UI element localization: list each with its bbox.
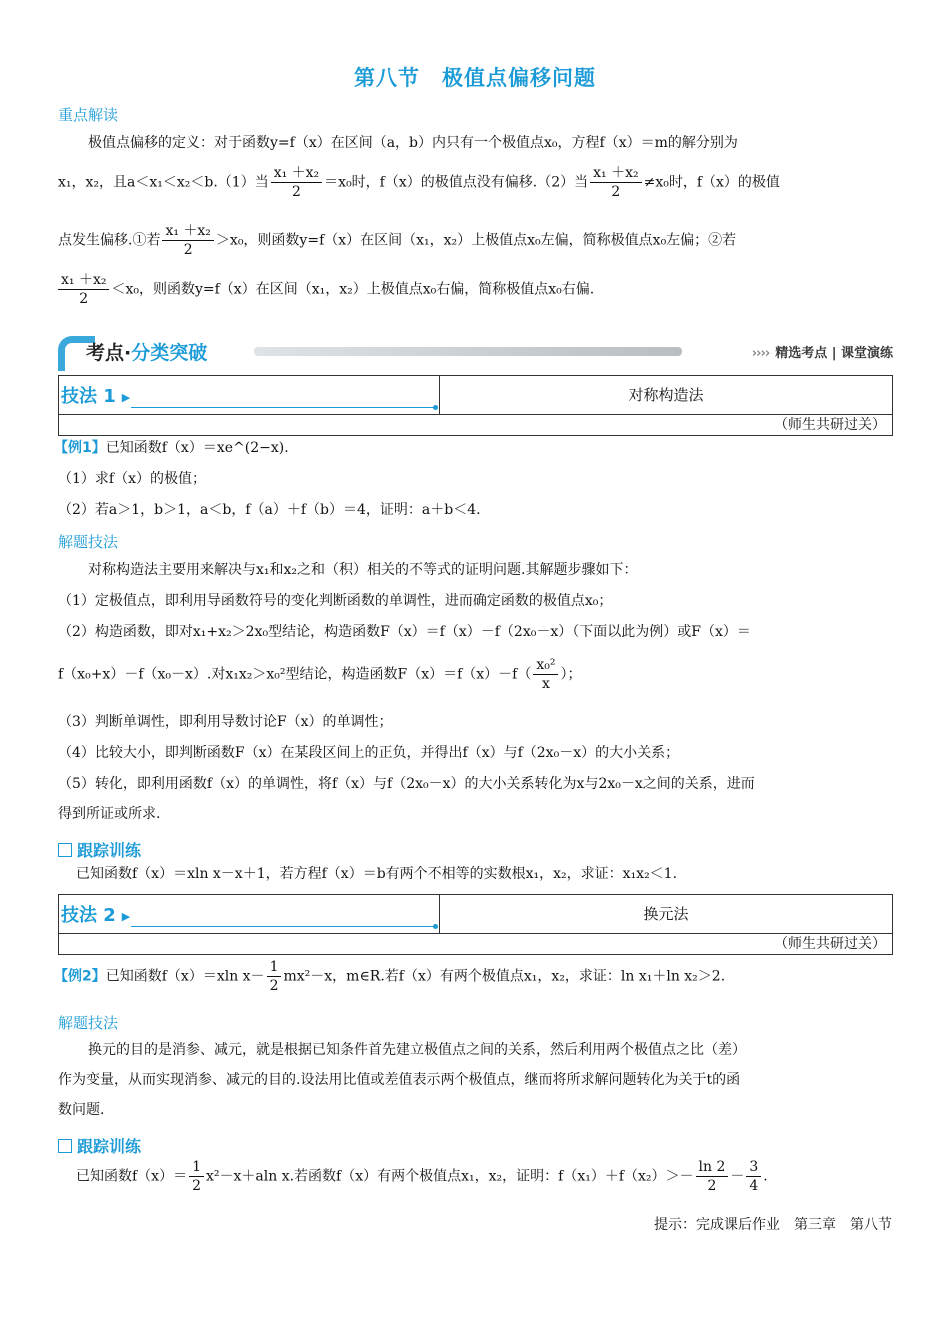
arrows-icon: ›››› xyxy=(751,346,770,361)
denominator: 4 xyxy=(749,1178,759,1194)
text: 已知函数f（x）＝ xyxy=(76,1168,188,1185)
method-1-step2a: （2）构造函数，即对x₁+x₂＞2x₀型结论，构造函数F（x）＝f（x）－f（2x₀－x）（下面以此为例）或F（x）＝ xyxy=(58,624,751,640)
numerator: x₁ ＋x₂ xyxy=(590,164,641,183)
method-heading-1: 解题技法 xyxy=(58,533,119,551)
text: x₁，x₂，且a＜x₁＜x₂＜b.（1）当 xyxy=(58,174,269,191)
text: － xyxy=(730,1168,745,1185)
band-right-text: 精选考点 | 课堂演练 xyxy=(775,346,893,361)
text: ≠x₀时，f（x）的极值 xyxy=(643,174,780,191)
band-title-kaodian: 考点· xyxy=(86,342,132,364)
denominator: 2 xyxy=(183,242,193,258)
example-1-tag: 【例1】 xyxy=(54,440,106,456)
skill-2-name: 换元法 xyxy=(643,905,689,923)
band-title xyxy=(86,338,207,365)
method-2-line2: 作为变量，从而实现消参、减元的目的.设法用比值或差值表示两个极值点，继而将所求解问题转化为关于t的函 xyxy=(58,1072,741,1088)
dot xyxy=(433,405,438,410)
numerator: ln 2 xyxy=(696,1158,729,1177)
text: . xyxy=(763,1168,768,1185)
follow-heading-2 xyxy=(58,1134,141,1157)
skill-1-label xyxy=(61,382,130,408)
text: 点发生偏移.①若 xyxy=(58,232,161,249)
triangle-icon: ▶ xyxy=(121,909,131,923)
skill-2-box xyxy=(58,894,893,955)
homework-hint: 提示：完成课后作业 第三章 第八节 xyxy=(654,1217,892,1233)
follow-heading-1 xyxy=(58,838,141,861)
band-bar xyxy=(254,347,682,356)
text: f（x₀+x）－f（x₀－x）.对x₁x₂＞x₀²型结论，构造函数F（x）＝f（x）－f（ xyxy=(58,666,532,683)
follow-heading-text: 跟踪训练 xyxy=(77,1137,142,1156)
numerator: x₀² xyxy=(533,656,558,675)
focus-heading: 重点解读 xyxy=(58,106,119,124)
fraction xyxy=(696,1158,729,1195)
example-1-stem xyxy=(54,438,889,458)
triangle-icon: ▶ xyxy=(121,390,131,404)
fraction xyxy=(590,164,641,201)
numerator: 1 xyxy=(267,958,282,977)
text: ＞x₀，则函数y=f（x）在区间（x₁，x₂）上极值点x₀左偏，简称极值点x₀左偏；②若 xyxy=(215,232,737,249)
method-1-step1: （1）定极值点，即利用导函数符号的变化判断函数的单调性，进而确定函数的极值点x₀； xyxy=(58,593,613,609)
text: 已知函数f（x）＝xln x－ xyxy=(105,968,265,985)
numerator: 3 xyxy=(746,1158,761,1177)
numerator: x₁ ＋x₂ xyxy=(271,164,322,183)
fraction xyxy=(533,656,558,693)
fraction xyxy=(162,222,213,259)
skill-2-note: （师生共研过关） xyxy=(774,936,886,952)
definition-line-2 xyxy=(58,164,893,201)
method-1-step2b xyxy=(58,656,893,693)
definition-line-4 xyxy=(58,271,893,308)
underline xyxy=(131,407,435,408)
example-2-tag: 【例2】 xyxy=(54,968,106,985)
method-heading-2: 解题技法 xyxy=(58,1014,119,1032)
denominator: 2 xyxy=(291,184,301,200)
checkbox-icon xyxy=(58,843,72,857)
follow-heading-text: 跟踪训练 xyxy=(77,841,142,860)
example-1-q2: （2）若a＞1，b＞1，a＜b，f（a）＋f（b）＝4，证明：a＋b＜4. xyxy=(58,502,481,518)
checkbox-icon xyxy=(58,1139,72,1153)
text: 已知函数f（x）＝xe^(2−x). xyxy=(105,440,289,456)
skill-2-label-text: 技法 2 xyxy=(61,905,116,926)
text: x²－x＋aln x.若函数f（x）有两个极值点x₁，x₂，证明：f（x₁）＋f（x₂）＞－ xyxy=(206,1168,694,1185)
method-1-step4: （4）比较大小，即判断函数F（x）在某段区间上的正负，并得出f（x）与f（2x₀－x）的大小关系； xyxy=(58,745,680,761)
band-right xyxy=(752,342,893,361)
method-2-line3: 数问题. xyxy=(58,1102,105,1118)
method-2-line1: 换元的目的是消参、减元，就是根据已知条件首先建立极值点之间的关系，然后利用两个极值点之比（差） xyxy=(88,1042,746,1058)
fraction xyxy=(189,1158,204,1195)
skill-1-name: 对称构造法 xyxy=(628,386,704,404)
denominator: 2 xyxy=(611,184,621,200)
denominator: 2 xyxy=(269,978,279,994)
denominator: 2 xyxy=(192,1178,201,1194)
definition-line-3 xyxy=(58,222,893,259)
page-title: 第八节 极值点偏移问题 xyxy=(354,66,596,90)
denominator: 2 xyxy=(707,1178,717,1194)
text: mx²－x，m∈R.若f（x）有两个极值点x₁，x₂，求证：ln x₁＋ln x₂＞2. xyxy=(283,968,726,985)
band-title-fenlei: 分类突破 xyxy=(131,342,208,364)
numerator: x₁ ＋x₂ xyxy=(58,271,109,290)
denominator: x xyxy=(541,676,550,692)
skill-2-label xyxy=(61,901,130,927)
example-1-q1: （1）求f（x）的极值； xyxy=(58,471,206,487)
underline xyxy=(131,926,435,927)
skill-1-box xyxy=(58,375,893,436)
method-1-intro: 对称构造法主要用来解决与x₁和x₂之和（积）相关的不等式的证明问题.其解题步骤如下： xyxy=(88,562,638,578)
numerator: x₁ ＋x₂ xyxy=(162,222,213,241)
fraction xyxy=(58,271,109,308)
denominator: 2 xyxy=(79,291,89,307)
method-1-step5a: （5）转化，即利用函数f（x）的单调性，将f（x）与f（2x₀－x）的大小关系转化为x与2x₀－x之间的关系，进而 xyxy=(58,776,755,792)
method-1-step3: （3）判断单调性，即利用导数讨论F（x）的单调性； xyxy=(58,714,393,730)
fraction xyxy=(267,958,282,995)
example-2-stem xyxy=(54,958,889,995)
fraction xyxy=(746,1158,761,1195)
text: ）； xyxy=(560,666,582,683)
numerator: 1 xyxy=(189,1158,204,1177)
fraction xyxy=(271,164,322,201)
section-band xyxy=(58,334,893,368)
text: ＝x₀时，f（x）的极值点没有偏移.（2）当 xyxy=(324,174,589,191)
skill-1-label-text: 技法 1 xyxy=(61,386,116,407)
follow-2-text xyxy=(76,1158,911,1195)
definition-line-1: 极值点偏移的定义：对于函数y=f（x）在区间（a，b）内只有一个极值点x₀，方程f（x）＝m的解分别为 xyxy=(88,135,738,151)
method-1-step5b: 得到所证或所求. xyxy=(58,806,161,822)
follow-1-text: 已知函数f（x）＝xln x－x＋1，若方程f（x）＝b有两个不相等的实数根x₁，x₂，求证：x₁x₂＜1. xyxy=(76,866,678,882)
dot xyxy=(433,924,438,929)
text: ＜x₀，则函数y=f（x）在区间（x₁，x₂）上极值点x₀右偏，简称极值点x₀右偏. xyxy=(111,281,595,298)
skill-1-note: （师生共研过关） xyxy=(774,417,886,433)
